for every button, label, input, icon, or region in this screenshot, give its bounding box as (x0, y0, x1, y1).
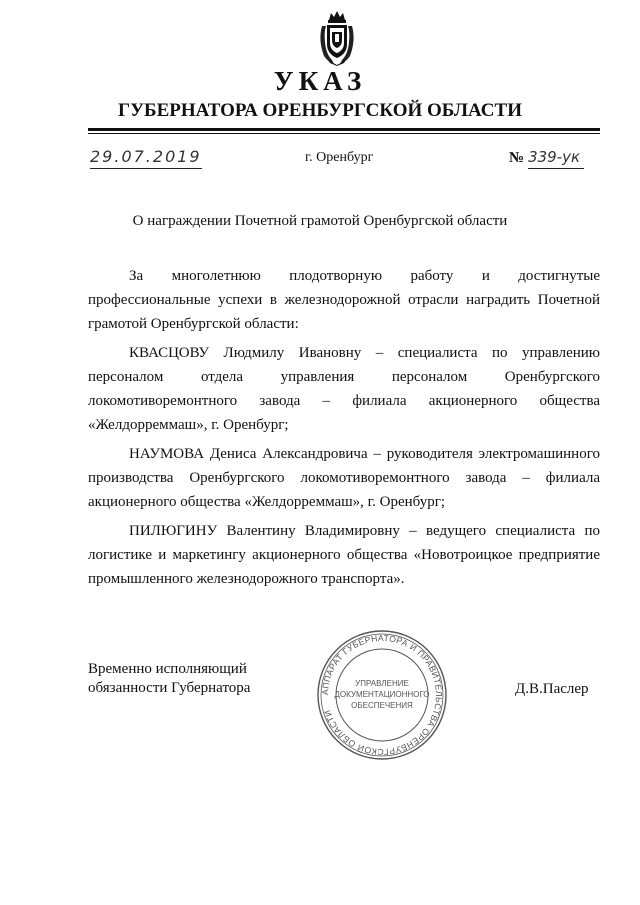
body-paragraph: КВАСЦОВУ Людмилу Ивановну – специалиста по управлению персоналом отдела управления персоналом Оренбургского локомотиворемонтного завода – филиала акционерного общества «Желдорреммаш», г. Оренбург; (88, 345, 600, 433)
document-body (88, 264, 600, 596)
issuer-title: ГУБЕРНАТОРА ОРЕНБУРГСКОЙ ОБЛАСТИ (118, 100, 522, 121)
signatory-position-line: Временно исполняющий (88, 661, 247, 677)
document-city: г. Оренбург (305, 150, 374, 165)
seal-center-line: ДОКУМЕНТАЦИОННОГО (334, 690, 430, 699)
document-subject: О награждении Почетной грамотой Оренбургской области (132, 213, 508, 229)
body-paragraph: ПИЛЮГИНУ Валентину Владимировну – ведущего специалиста по логистике и маркетингу акционерного общества «Новотроицкое предприятие промышленного железнодорожного транспорта». (88, 523, 600, 587)
seal-center-line: ОБЕСПЕЧЕНИЯ (351, 701, 413, 710)
document-number (509, 146, 584, 169)
seal-ring-text: АППАРАТ ГУБЕРНАТОРА И ПРАВИТЕЛЬСТВА ОРЕНБУРГСКОЙ ОБЛАСТИ (319, 632, 445, 758)
signatory-name: Д.В.Паслер (515, 681, 589, 697)
header-divider-thick (88, 128, 600, 131)
signatory-position (88, 660, 250, 698)
body-paragraph: НАУМОВА Дениса Александровича – руководителя электромашинного производства Оренбургского локомотиворемонтного завода – филиала акционерного общества «Желдорреммаш», г. Оренбург; (88, 446, 600, 510)
signatory-position-line: обязанности Губернатора (88, 680, 251, 696)
header-divider-thin (88, 133, 600, 134)
number-value: 339-ук (528, 146, 584, 169)
document-type-title: УКАЗ (273, 66, 367, 96)
document-date: 29.07.2019 (90, 146, 202, 169)
official-seal-stamp (315, 628, 449, 762)
body-paragraph: За многолетнюю плодотворную работу и достигнутые профессиональные успехи в железнодорожной отрасли наградить Почетной грамотой Оренбургской области: (88, 268, 600, 332)
coat-of-arms-icon (316, 10, 358, 66)
seal-center-line: УПРАВЛЕНИЕ (355, 679, 409, 688)
number-sign: № (509, 150, 525, 166)
